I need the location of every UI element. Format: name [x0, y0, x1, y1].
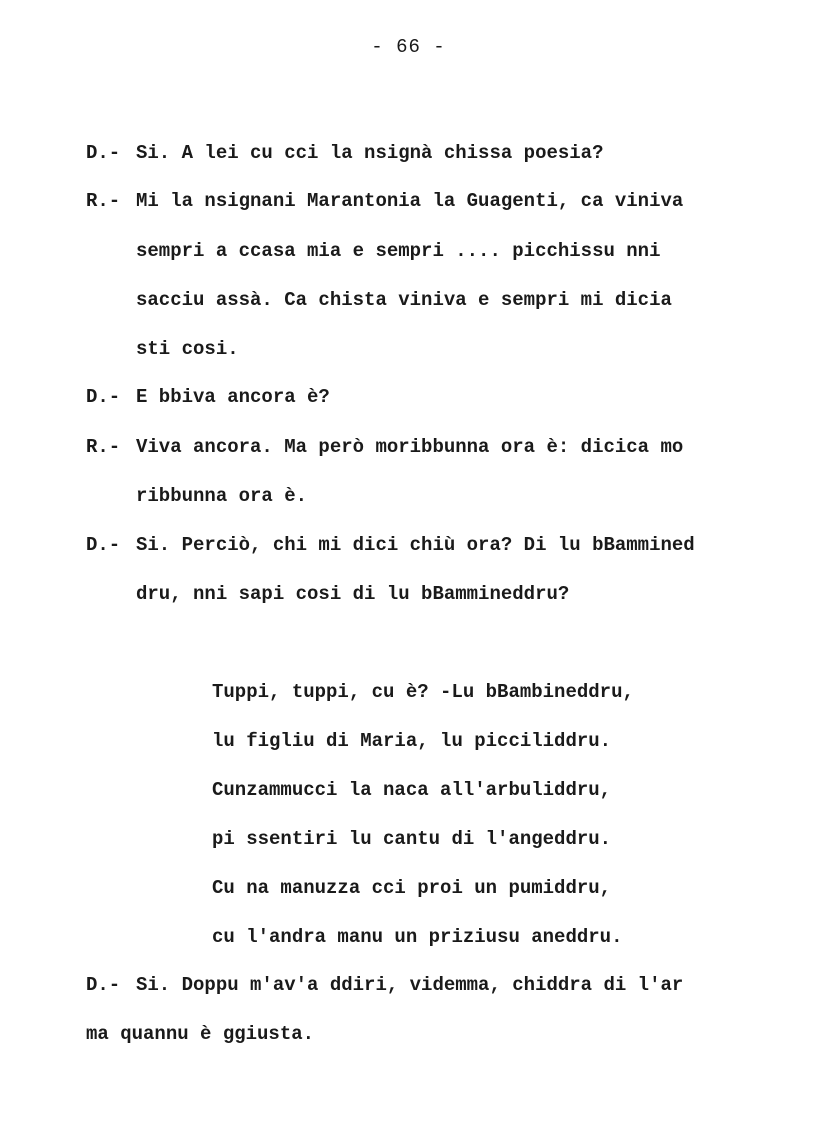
poem-line: Cunzammucci la naca all'arbuliddru, [212, 779, 612, 801]
dialogue-line: sacciu assà. Ca chista viniva e sempri mi dicia [136, 289, 672, 311]
dialogue-line: sti cosi. [136, 338, 239, 360]
dialogue-line: ma quannu è ggiusta. [86, 1023, 315, 1045]
speaker-label: D.- [86, 534, 121, 556]
dialogue-line: ribbunna ora è. [136, 485, 308, 507]
speaker-label: R.- [86, 436, 121, 458]
page-number: - 66 - [371, 36, 446, 58]
dialogue-line: Si. A lei cu cci la nsignà chissa poesia? [136, 142, 604, 164]
dialogue-line: E bbiva ancora è? [136, 386, 330, 408]
speaker-label: D.- [86, 142, 121, 164]
poem-line: cu l'andra manu un priziusu aneddru. [212, 926, 623, 948]
speaker-label: D.- [86, 386, 121, 408]
speaker-label: R.- [86, 190, 121, 212]
poem-line: pi ssentiri lu cantu di l'angeddru. [212, 828, 612, 850]
poem-line: lu figliu di Maria, lu picciliddru. [212, 730, 612, 752]
poem-line: Tuppi, tuppi, cu è? -Lu bBambineddru, [212, 681, 634, 703]
dialogue-line: sempri a ccasa mia e sempri .... picchissu nni [136, 240, 661, 262]
poem-line: Cu na manuzza cci proi un pumiddru, [212, 877, 612, 899]
dialogue-line: dru, nni sapi cosi di lu bBammineddru? [136, 583, 570, 605]
dialogue-line: Mi la nsignani Marantonia la Guagenti, ca viniva [136, 190, 684, 212]
speaker-label: D.- [86, 974, 121, 996]
dialogue-line: Si. Doppu m'av'a ddiri, videmma, chiddra di l'ar [136, 974, 684, 996]
dialogue-line: Viva ancora. Ma però moribbunna ora è: dicica mo [136, 436, 684, 458]
dialogue-line: Si. Perciò, chi mi dici chiù ora? Di lu bBammined [136, 534, 695, 556]
